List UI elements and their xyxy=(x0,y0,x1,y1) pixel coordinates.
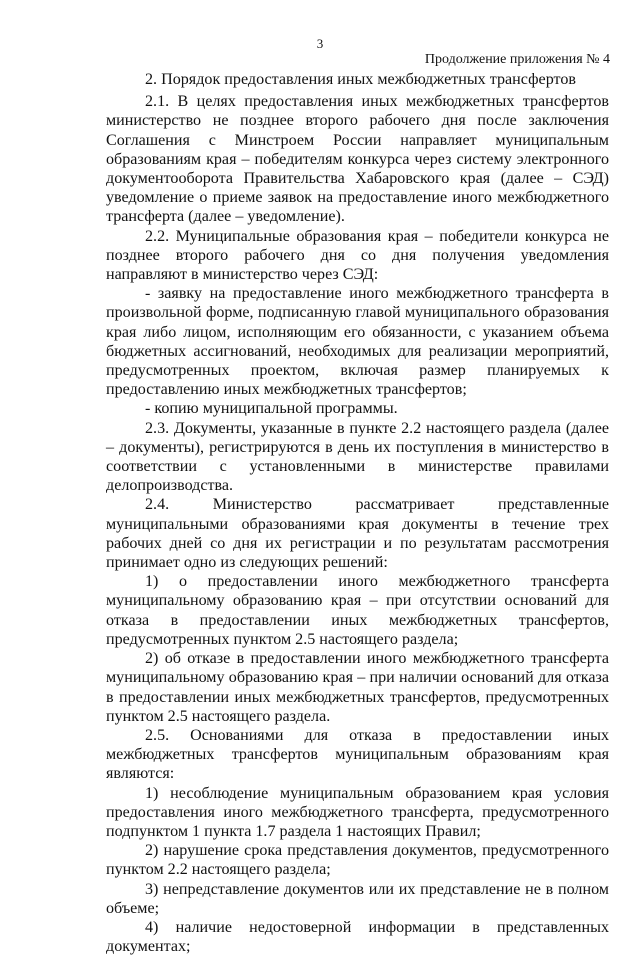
list-item-program-copy: - копию муниципальной программы. xyxy=(145,400,398,418)
refusal-ground-1: 1) несоблюдение муниципальным образованием края условия предоставления иного межбюджетного трансферта, предусмотренного подпунктом 1 пункта 1.7 раздела 1 настоящих Правил; xyxy=(106,784,609,840)
refusal-ground-2: 2) нарушение срока представления документов, предусмотренного пунктом 2.2 настоящего раздела; xyxy=(106,842,609,879)
document-body xyxy=(106,70,609,956)
paragraph-2-3: 2.3. Документы, указанные в пункте 2.2 настоящего раздела (далее – документы), регистрируются в день их поступления в министерство в соответствии с установленными в министерстве правилами делопроизводства. xyxy=(106,419,609,495)
list-item-application: - заявку на предоставление иного межбюджетного трансферта в произвольной форме, подписанную главой муниципального образования края либо лицом, исполняющим его обязанности, с указанием объема бюджетных ассигнований, необходимых для реализации мероприятий, предусмотренных проектом, включая размер планируемых к предоставлению иных межбюджетных трансфертов; xyxy=(106,285,609,399)
paragraph-2-2: 2.2. Муниципальные образования края – победители конкурса не позднее второго рабочего дня со дня получения уведомления направляют в министерство через СЭД: xyxy=(106,227,609,284)
refusal-ground-4: 4) наличие недостоверной информации в представленных документах; xyxy=(106,918,609,956)
paragraph-2-5: 2.5. Основаниями для отказа в предоставлении иных межбюджетных трансфертов муниципальным образованиям края являются: xyxy=(106,726,609,783)
refusal-ground-3: 3) непредставление документов или их представление не в полном объеме; xyxy=(106,880,609,917)
paragraph-2-1: 2.1. В целях предоставления иных межбюджетных трансфертов министерство не позднее второго рабочего дня после заключения Соглашения с Минстроем России направляет муниципальным образованиям края – победителям конкурса через систему электронного документооборота Правительства Хабаровского края (далее – СЭД) уведомление о приеме заявок на предоставление иного межбюджетного трансферта (далее – уведомление). xyxy=(106,93,609,226)
decision-item-1: 1) о предоставлении иного межбюджетного трансферта муниципальному образованию края – при отсутствии оснований для отказа в предоставлении иных межбюджетных трансфертов, предусмотренных пунктом 2.5 настоящего раздела; xyxy=(106,573,609,648)
appendix-note: Продолжение приложения № 4 xyxy=(424,52,610,67)
section-title: 2. Порядок предоставления иных межбюджетных трансфертов xyxy=(145,71,576,88)
paragraph-2-4: 2.4. Министерство рассматривает представленные муниципальными образованиями края документы в течение трех рабочих дней со дня их регистрации и по результатам рассмотрения принимает одно из следующих решений: xyxy=(106,496,609,572)
page-number: 3 xyxy=(316,36,324,51)
decision-item-2: 2) об отказе в предоставлении иного межбюджетного трансферта муниципальному образованию края – при наличии оснований для отказа в предоставлении иных межбюджетных трансфертов, предусмотренных пунктом 2.5 настоящего раздела. xyxy=(106,650,609,725)
